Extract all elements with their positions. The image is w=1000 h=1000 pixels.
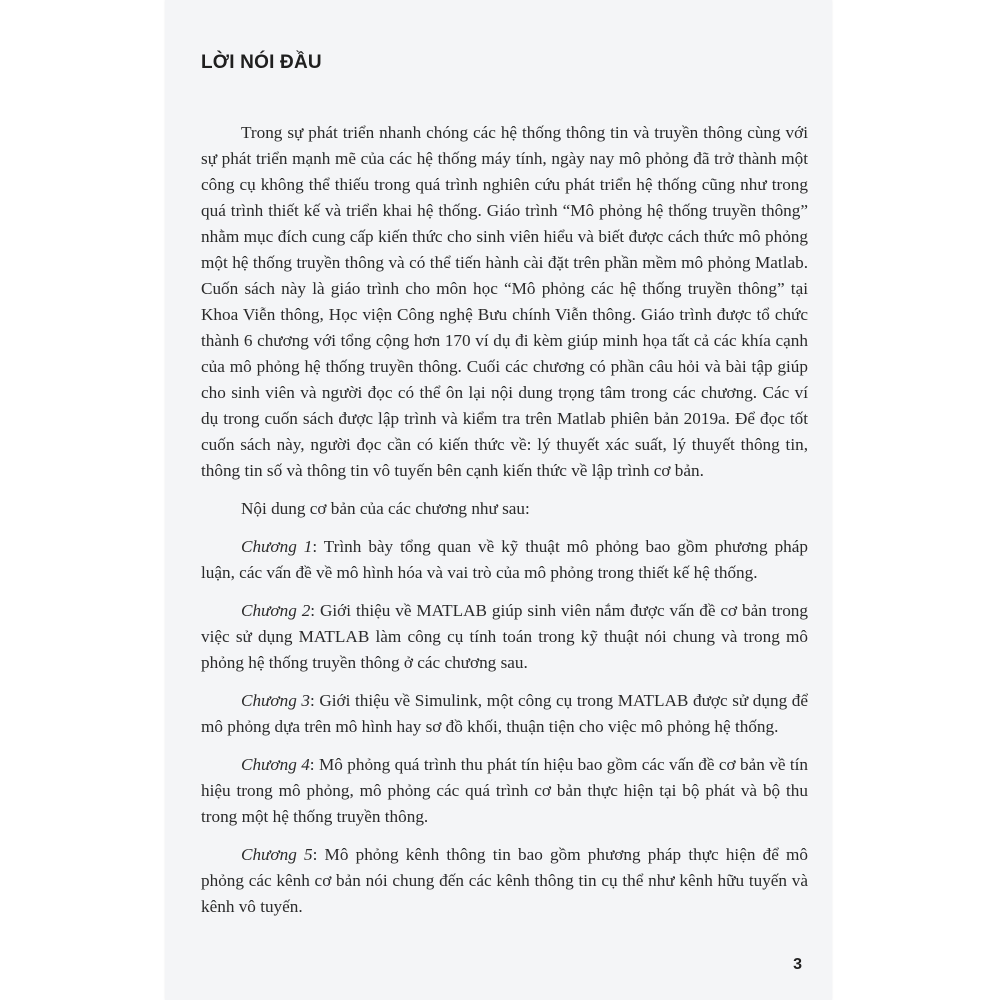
chapter-3-paragraph [201, 688, 808, 740]
chapter-5-text: : Mô phỏng kênh thông tin bao gồm phương pháp thực hiện để mô phỏng các kênh cơ bản nói chung đến các kênh thông tin cụ thể như kênh hữu tuyến và kênh vô tuyến. [201, 845, 808, 916]
chapter-1-label: Chương 1 [241, 537, 313, 556]
chapter-1-paragraph [201, 534, 808, 586]
chapter-4-text: : Mô phỏng quá trình thu phát tín hiệu bao gồm các vấn đề cơ bản về tín hiệu trong mô phỏng, mô phỏng các quá trình cơ bản thực hiện tại bộ phát và bộ thu trong một hệ thống truyền thông. [201, 755, 808, 826]
chapter-3-text: : Giới thiệu về Simulink, một công cụ trong MATLAB được sử dụng để mô phỏng dựa trên mô hình hay sơ đồ khối, thuận tiện cho việc mô phỏng hệ thống. [201, 691, 808, 736]
page-number: 3 [793, 956, 802, 973]
page-heading: LỜI NÓI ĐẦU [201, 52, 322, 73]
chapter-2-text: : Giới thiệu về MATLAB giúp sinh viên nắm được vấn đề cơ bản trong việc sử dụng MATLAB làm công cụ tính toán trong kỹ thuật nói chung và trong mô phỏng hệ thống truyền thông ở các chương sau. [201, 601, 808, 672]
chapter-4-label: Chương 4 [241, 755, 310, 774]
chapter-1-text: : Trình bày tổng quan về kỹ thuật mô phỏng bao gồm phương pháp luận, các vấn đề về mô hình hóa và vai trò của mô phỏng trong thiết kế hệ thống. [201, 537, 808, 582]
chapter-5-label: Chương 5 [241, 845, 313, 864]
book-page [165, 0, 832, 1000]
chapter-2-paragraph [201, 598, 808, 676]
chapter-4-paragraph [201, 752, 808, 830]
chapter-2-label: Chương 2 [241, 601, 311, 620]
page-content [201, 50, 808, 932]
chapter-5-paragraph [201, 842, 808, 920]
chapters-intro: Nội dung cơ bản của các chương như sau: [241, 499, 530, 518]
chapter-3-label: Chương 3 [241, 691, 310, 710]
preface-paragraph: Trong sự phát triển nhanh chóng các hệ thống thông tin và truyền thông cùng với sự phát triển mạnh mẽ của các hệ thống máy tính, ngày nay mô phỏng đã trở thành một công cụ không thể thiếu trong quá trình nghiên cứu phát triển hệ thống cũng như trong quá trình thiết kế và triển khai hệ thống. Giáo trình “Mô phỏng hệ thống truyền thông” nhằm mục đích cung cấp kiến thức cho sinh viên hiểu và biết được cách thức mô phỏng một hệ thống truyền thông và có thể tiến hành cài đặt trên phần mềm mô phỏng Matlab. Cuốn sách này là giáo trình cho môn học “Mô phỏng các hệ thống truyền thông” tại Khoa Viễn thông, Học viện Công nghệ Bưu chính Viễn thông. Giáo trình được tổ chức thành 6 chương với tổng cộng hơn 170 ví dụ đi kèm giúp minh họa tất cả các khía cạnh của mô phỏng hệ thống truyền thông. Cuối các chương có phần câu hỏi và bài tập giúp cho sinh viên và người đọc có thể ôn lại nội dung trọng tâm trong các chương. Các ví dụ trong cuốn sách được lập trình và kiểm tra trên Matlab phiên bản 2019a. Để đọc tốt cuốn sách này, người đọc cần có kiến thức về: lý thuyết xác suất, lý thuyết thông tin, thông tin số và thông tin vô tuyến bên cạnh kiến thức về lập trình cơ bản. [201, 123, 808, 480]
